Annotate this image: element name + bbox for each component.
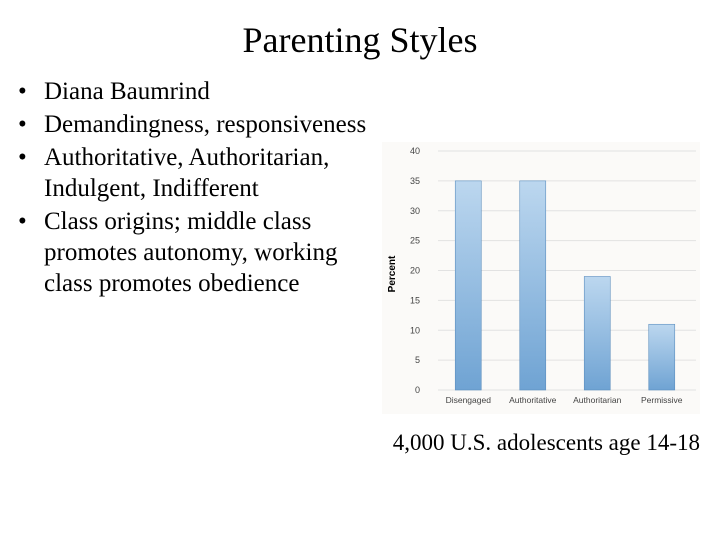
y-tick-label: 0 [414, 385, 420, 395]
bar-authoritative [520, 181, 546, 390]
bullet-item: • Diana Baumrind [18, 76, 388, 107]
chart-caption: 4,000 U.S. adolescents age 14-18 [392, 430, 700, 455]
bullet-item: • Class origins; middle class promotes autonomy, working class promotes obedience [18, 206, 388, 299]
x-tick-label: Authoritative [509, 395, 557, 405]
x-axis-labels [446, 395, 683, 405]
bar-authoritarian [584, 276, 610, 390]
y-tick-label: 40 [409, 146, 420, 156]
x-tick-label: Authoritarian [573, 395, 622, 405]
bars [455, 181, 675, 390]
y-tick-label: 15 [409, 295, 420, 306]
y-tick-label: 5 [414, 355, 420, 366]
y-tick-label: 25 [409, 235, 420, 246]
y-axis-ticks [410, 146, 420, 395]
bullet-list [18, 76, 388, 301]
y-axis-label: Percent [387, 255, 398, 293]
x-tick-label: Disengaged [445, 395, 491, 405]
bullet-item: • Authoritative, Authoritarian, Indulgent, Indifferent [18, 142, 388, 204]
y-tick-label: 30 [409, 205, 420, 216]
bar-disengaged [455, 181, 481, 390]
bar-chart-svg [382, 142, 700, 414]
y-tick-label: 20 [409, 265, 420, 276]
bar-permissive [649, 324, 675, 390]
slide-title: Parenting Styles [242, 20, 478, 60]
x-tick-label: Permissive [640, 395, 683, 405]
bullet-item: • Demandingness, responsiveness [18, 109, 388, 140]
bar-chart [382, 142, 700, 414]
y-tick-label: 10 [409, 325, 420, 336]
y-tick-label: 35 [409, 175, 420, 186]
